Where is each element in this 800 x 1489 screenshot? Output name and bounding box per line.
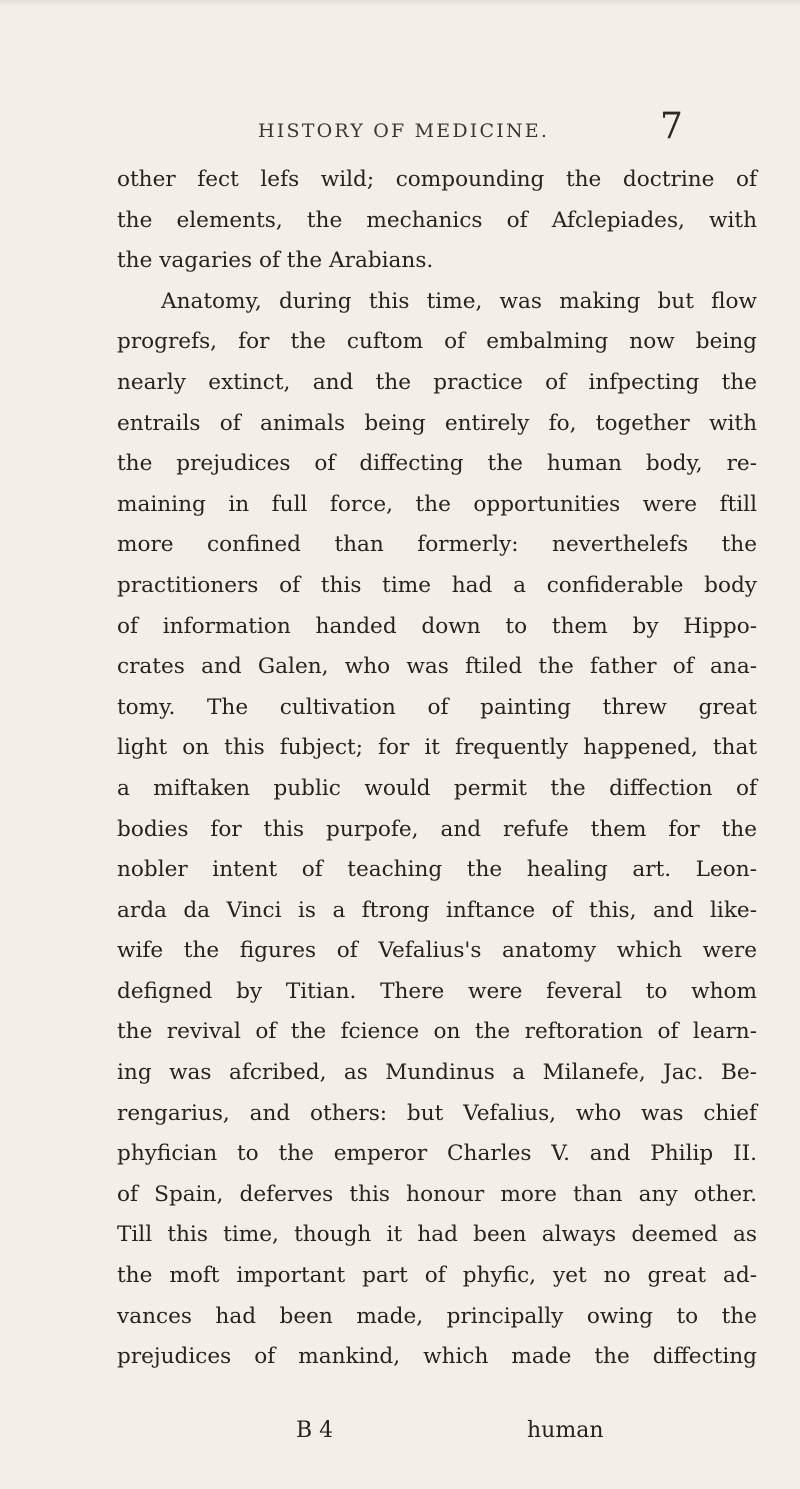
text-line: the revival of the fcience on the reftoration of learn- bbox=[117, 1019, 757, 1045]
text-line: of Spain, deferves this honour more than any other. bbox=[117, 1181, 757, 1207]
text-line: practitioners of this time had a confiderable body bbox=[117, 572, 757, 598]
page-header bbox=[85, 94, 725, 150]
text-line: crates and Galen, who was ftiled the father of ana- bbox=[117, 654, 757, 680]
text-line: vances had been made, principally owing to the bbox=[117, 1303, 757, 1329]
text-line: progrefs, for the cuftom of embalming now being bbox=[117, 329, 757, 355]
text-line: wife the figures of Vefalius's anatomy which were bbox=[117, 938, 757, 964]
running-head: HISTORY OF MEDICINE. bbox=[258, 120, 550, 142]
text-line: the elements, the mechanics of Afclepiades, with bbox=[117, 207, 757, 233]
text-line: nobler intent of teaching the healing art. Leon- bbox=[117, 857, 757, 883]
text-line: arda da Vinci is a ftrong inftance of this, and like- bbox=[117, 897, 757, 923]
text-line: maining in full force, the opportunities were ftill bbox=[117, 491, 757, 517]
text-line: nearly extinct, and the practice of infpecting the bbox=[117, 369, 757, 395]
catchword: human bbox=[527, 1418, 604, 1443]
text-line: bodies for this purpofe, and refufe them for the bbox=[117, 816, 757, 842]
text-line: the moft important part of phyfic, yet no great ad- bbox=[117, 1263, 757, 1289]
text-line: tomy. The cultivation of painting threw great bbox=[117, 694, 757, 720]
text-line: light on this fubject; for it frequently happened, that bbox=[117, 735, 757, 761]
text-line: of information handed down to them by Hippo- bbox=[117, 613, 757, 639]
page-footer bbox=[117, 1418, 757, 1458]
text-line: the prejudices of diffecting the human body, re- bbox=[117, 451, 757, 477]
signature-mark: B 4 bbox=[296, 1418, 334, 1443]
text-line: rengarius, and others: but Vefalius, who was chief bbox=[117, 1100, 757, 1126]
page-top-edge bbox=[0, 0, 800, 6]
text-line: ing was afcribed, as Mundinus a Milanefe, Jac. Be- bbox=[117, 1060, 757, 1086]
text-line: a miftaken public would permit the diffection of bbox=[117, 775, 757, 801]
text-line: prejudices of mankind, which made the diffecting bbox=[117, 1344, 757, 1370]
text-line: phyfician to the emperor Charles V. and Philip II. bbox=[117, 1141, 757, 1167]
text-line: more confined than formerly: neverthelefs the bbox=[117, 532, 757, 558]
text-line: other fect lefs wild; compounding the doctrine of bbox=[117, 167, 757, 192]
text-line: Till this time, though it had been always deemed as bbox=[117, 1222, 757, 1248]
body-text bbox=[117, 160, 757, 1378]
text-line: the vagaries of the Arabians. bbox=[117, 248, 434, 274]
page-number: 7 bbox=[660, 106, 683, 147]
text-line: defigned by Titian. There were feveral to whom bbox=[117, 978, 757, 1004]
text-line: Anatomy, during this time, was making but flow bbox=[161, 288, 757, 314]
text-line: entrails of animals being entirely fo, together with bbox=[117, 410, 757, 436]
